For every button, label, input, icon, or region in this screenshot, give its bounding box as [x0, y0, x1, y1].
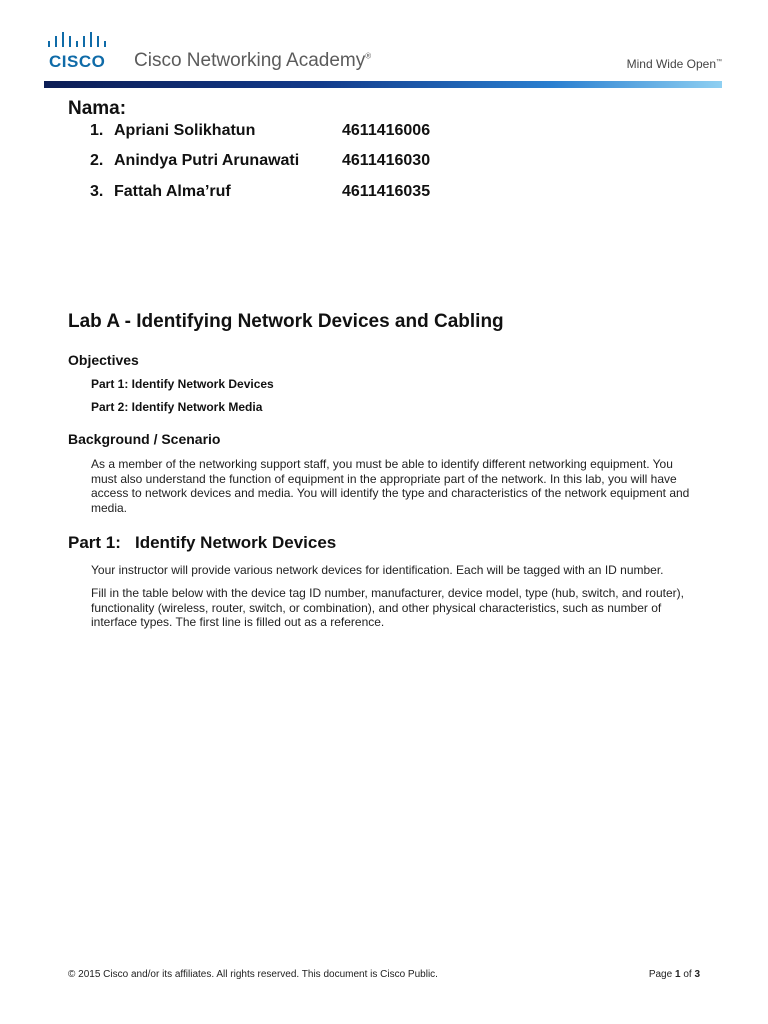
objective-item: Part 1: Identify Network Devices — [91, 377, 274, 391]
cisco-logo-text: CISCO — [49, 52, 106, 71]
page-number: Page 1 of 3 — [648, 969, 700, 980]
nama-heading: Nama: — [68, 98, 127, 119]
part1-paragraph: Your instructor will provide various network devices for identification. Each will be tagged with an ID number. — [91, 563, 664, 577]
header-gradient-bar — [44, 81, 722, 88]
member-row: 1. Apriani Solikhatun 4611416006 — [90, 122, 431, 139]
part1-paragraph: Fill in the table below with the device tag ID number, manufacturer, device model, type (hub, switch, and router), functionality (wireless, router, switch, or combination), and other physical characteristics, such as number of interface types. The first line is filled out as a reference. — [91, 586, 684, 629]
academy-title: Cisco Networking Academy® — [134, 50, 372, 71]
objective-item: Part 2: Identify Network Media — [91, 400, 263, 414]
background-heading: Background / Scenario — [68, 431, 221, 447]
tagline: Mind Wide Open™ — [626, 57, 722, 71]
background-paragraph: As a member of the networking support staff, you must be able to identify different networking equipment. You must also understand the function of equipment in the appropriate part of the network. In this lab, you will have access to network devices and media. You will identify the type and characteristics of the network equipment and media. — [91, 457, 690, 515]
member-row: 2. Anindya Putri Arunawati 4611416030 — [90, 152, 431, 169]
objectives-heading: Objectives — [68, 352, 139, 368]
lab-title: Lab A - Identifying Network Devices and Cabling — [68, 311, 504, 332]
document-header — [0, 0, 768, 92]
copyright-footer: © 2015 Cisco and/or its affiliates. All rights reserved. This document is Cisco Public. — [68, 969, 438, 980]
part1-heading: Part 1: Identify Network Devices — [68, 533, 337, 552]
member-row: 3. Fattah Alma’ruf 4611416035 — [90, 183, 431, 200]
